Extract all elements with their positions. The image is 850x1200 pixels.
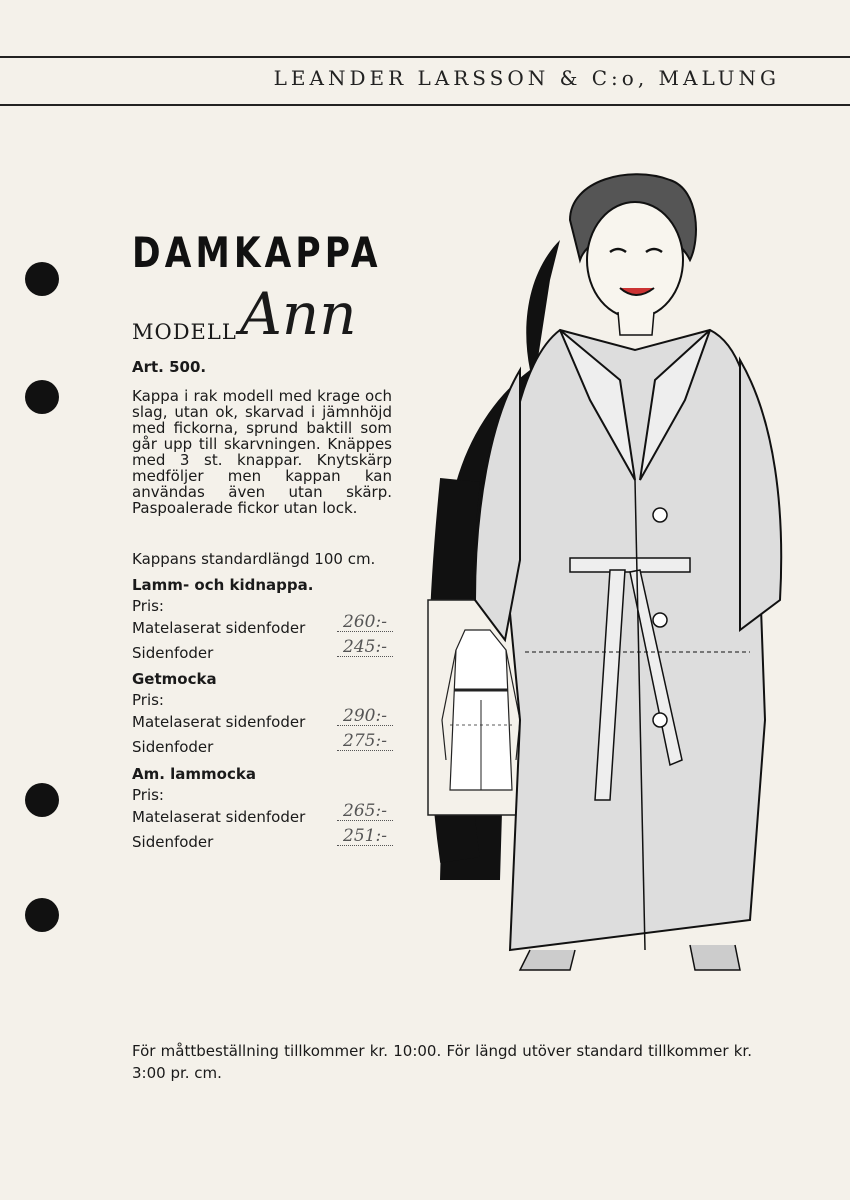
- price-value: 260:-: [337, 613, 393, 632]
- lining-label: Matelaserat sidenfoder: [132, 713, 306, 731]
- price-value: 251:-: [337, 827, 393, 846]
- price-row: [132, 731, 412, 763]
- standard-length: Kappans standardlängd 100 cm.: [132, 550, 376, 568]
- punch-hole-icon: [25, 262, 59, 296]
- price-block-lamm: [132, 576, 412, 669]
- price-row: [132, 826, 412, 858]
- punch-hole-icon: [25, 783, 59, 817]
- model-label: MODELL: [132, 320, 237, 344]
- punch-hole-icon: [25, 380, 59, 414]
- price-category: Am. lammocka: [132, 765, 256, 783]
- price-value: 290:-: [337, 707, 393, 726]
- lining-label: Sidenfoder: [132, 644, 214, 662]
- lining-label: Sidenfoder: [132, 833, 214, 851]
- firm-name: LEANDER LARSSON & C:o, MALUNG: [273, 66, 780, 90]
- pris-label: Pris:: [132, 597, 164, 615]
- price-value: 265:-: [337, 802, 393, 821]
- header-rule-top: [0, 56, 850, 58]
- model-name: Ann: [240, 280, 357, 348]
- price-category: Getmocka: [132, 670, 217, 688]
- price-block-getmocka: [132, 670, 412, 763]
- woman-in-coat-illustration: [420, 160, 800, 980]
- header-rule-bottom: [0, 104, 850, 106]
- lining-label: Sidenfoder: [132, 738, 214, 756]
- punch-hole-icon: [25, 898, 59, 932]
- pris-label: Pris:: [132, 691, 164, 709]
- article-number: Art. 500.: [132, 358, 207, 376]
- price-value: 245:-: [337, 638, 393, 657]
- price-block-lammocka: [132, 765, 412, 858]
- pris-label: Pris:: [132, 786, 164, 804]
- price-row: [132, 637, 412, 669]
- price-category: Lamm- och kidnappa.: [132, 576, 314, 594]
- lining-label: Matelaserat sidenfoder: [132, 619, 306, 637]
- footer-note: För måttbeställning tillkommer kr. 10:00. För längd utöver standard tillkommer kr. 3:00 pr. cm.: [132, 1042, 752, 1082]
- product-description: Kappa i rak modell med krage och slag, utan ok, skarvad i jämnhöjd med fickorna, sprund baktill som går upp till skarvningen. Knäppes med 3 st. knappar. Knytskärp medföljer men kappan kan användas även utan skärp. Paspoalerade fickor utan lock.: [132, 387, 392, 517]
- lining-label: Matelaserat sidenfoder: [132, 808, 306, 826]
- product-title: DAMKAPPA: [132, 228, 382, 277]
- price-value: 275:-: [337, 732, 393, 751]
